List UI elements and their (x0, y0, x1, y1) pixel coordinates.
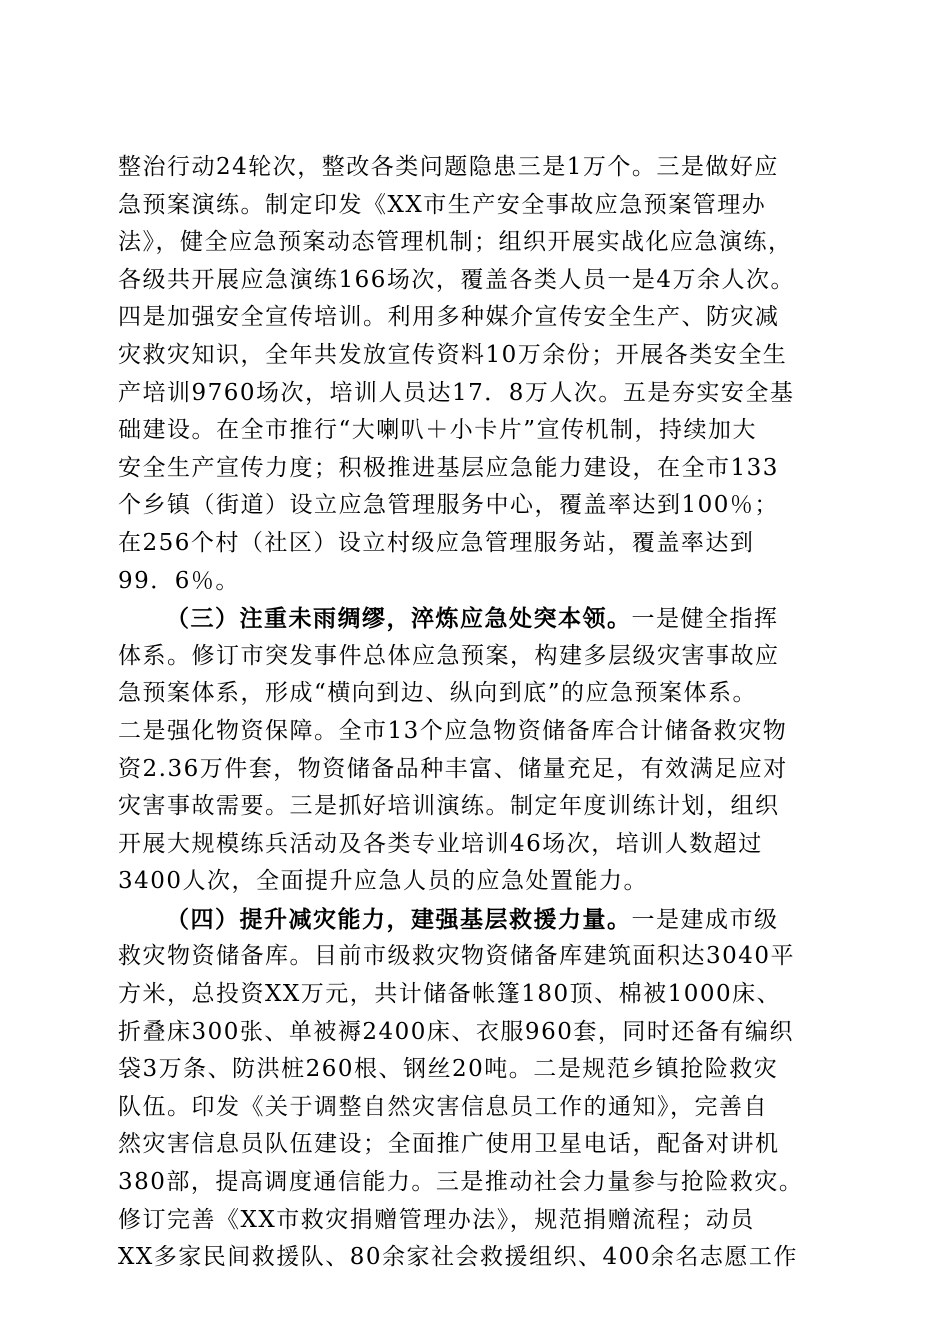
text-line: 体系。修订市突发事件总体应急预案，构建多层级灾害事故应 (118, 642, 780, 669)
text-line: 灾救灾知识，全年共发放宣传资料10万余份；开展各类安全生 (118, 341, 788, 368)
text-line: 折叠床300张、单被褥2400床、衣服960套，同时还备有编织 (118, 1018, 794, 1045)
text-line: 整治行动24轮次，整改各类问题隐患三是1万个。三是做好应 (118, 154, 779, 180)
text-line: 在256个村（社区）设立村级应急管理服务站，覆盖率达到 (118, 529, 755, 556)
text-line: 队伍。印发《关于调整自然灾害信息员工作的通知》，完善自 (118, 1093, 768, 1120)
text-line: XX多家民间救援队、80余家社会救援组织、400余名志愿工作 (118, 1244, 798, 1271)
section-3-first-line: （三）注重未雨绸缪，淬炼应急处突本领。一是健全指挥 (166, 605, 779, 633)
text-line: 法》，健全应急预案动态管理机制；组织开展实战化应急演练， (118, 229, 793, 256)
text-line: 袋3万条、防洪桩260根、钢丝20吨。二是规范乡镇抢险救灾 (118, 1056, 779, 1083)
text-line: 产培训9760场次，培训人员达17．8万人次。五是夯实安全基 (118, 379, 795, 406)
text-line: 开展大规模练兵活动及各类专业培训46场次，培训人数超过 (118, 830, 763, 857)
text-line: 急预案演练。制定印发《XX市生产安全事故应急预案管理办 (118, 191, 767, 218)
text-line: 个乡镇（街道）设立应急管理服务中心，覆盖率达到100％； (118, 492, 779, 519)
text-line: 灾害事故需要。三是抓好培训演练。制定年度训练计划，组织 (118, 793, 780, 820)
text-line: 救灾物资储备库。目前市级救灾物资储备库建筑面积达3040平 (118, 943, 796, 970)
text-line: 380部，提高调度通信能力。三是推动社会力量参与抢险救灾。 (118, 1169, 804, 1196)
text-line: 修订完善《XX市救灾捐赠管理办法》，规范捐赠流程；动员 (118, 1206, 755, 1233)
section-heading: （三）注重未雨绸缪，淬炼应急处突本领。 (166, 605, 632, 633)
section-heading: （四）提升减灾能力，建强基层救援力量。 (166, 905, 632, 933)
text-line: 安全生产宣传力度；积极推进基层应急能力建设，在全市133 (118, 454, 779, 481)
text-line: 四是加强安全宣传培训。利用多种媒介宣传安全生产、防灾减 (118, 304, 780, 331)
text-line: 各级共开展应急演练166场次，覆盖各类人员一是4万余人次。 (118, 266, 796, 293)
text-line: 急预案体系，形成“横向到边、纵向到底”的应急预案体系。 (118, 680, 758, 707)
text-line: 3400人次，全面提升应急人员的应急处置能力。 (118, 868, 649, 895)
section-4-first-line: （四）提升减灾能力，建强基层救援力量。一是建成市级 (166, 905, 779, 933)
text-line: 二是强化物资保障。全市13个应急物资储备库合计储备救灾物 (118, 717, 788, 744)
text-line: 方米，总投资XX万元，共计储备帐篷180顶、棉被1000床、 (118, 981, 782, 1008)
text-line: 资2.36万件套，物资储备品种丰富、储量充足，有效满足应对 (118, 755, 788, 782)
text-line: 础建设。在全市推行“大喇叭＋小卡片”宣传机制，持续加大 (118, 417, 758, 444)
text-line: 99．6％。 (118, 567, 240, 594)
body-text (118, 149, 834, 1277)
text-line: 然灾害信息员队伍建设；全面推广使用卫星电话，配备对讲机 (118, 1131, 780, 1158)
